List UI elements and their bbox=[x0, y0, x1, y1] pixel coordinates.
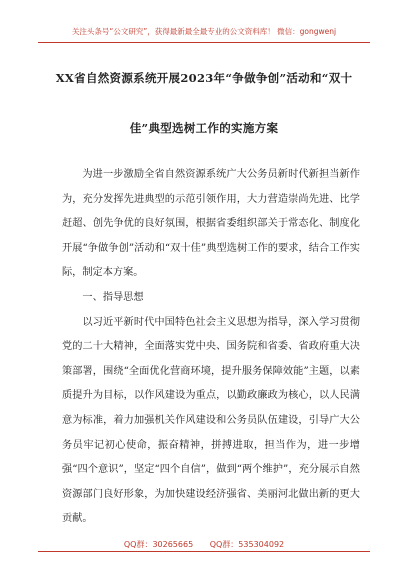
footer-contacts bbox=[0, 539, 408, 550]
document-body bbox=[62, 163, 360, 532]
header-divider bbox=[38, 42, 370, 43]
footer-qq-group-2: QQ群：535304092 bbox=[209, 540, 285, 549]
document-title-line1: XX省自然资源系统开展2023年“争做争创”活动和“双十 bbox=[55, 71, 353, 85]
section-heading: 一、指导思想 bbox=[82, 291, 144, 303]
paragraph-intro: 为进一步激励全省自然资源系统广大公务员新时代新担当新作为，充分发挥先进典型的示范引领作用，大力营造崇尚先进、比学赶超、创先争优的良好氛围，根据省委组织部关于常态化、制度化开展“争做争创”活动和“双十佳”典型选树工作的要求，结合工作实际，制定本方案。 bbox=[62, 169, 360, 279]
paragraph-guiding-thought: 以习近平新时代中国特色社会主义思想为指导，深入学习贯彻党的二十大精神，全面落实党中央、国务院和省委、省政府重大决策部署，围绕“全面优化营商环境，提升服务保障效能”主题，以素质提升为目标，以作风建设为重点，以勤政廉政为核心，以人民满意为标准，着力加强机关作风建设和公务员队伍建设，引导广大公务员牢记初心使命，振奋精神，拼搏进取，担当作为，进一步增强“四个意识”，坚定“四个自信”，做到“两个维护”，充分展示自然资源部门良好形象，为加快建设经济强省、美丽河北做出新的更大贡献。 bbox=[62, 316, 360, 525]
header-notice: 关注头条号“公文研究”，获得最新最全最专业的公文资料库！ 微信：gongwenj bbox=[71, 27, 337, 36]
document-title-line2: 佳”典型选树工作的实施方案 bbox=[129, 121, 279, 135]
footer-qq-group-1: QQ群：30265665 bbox=[123, 540, 194, 549]
footer-divider bbox=[38, 551, 370, 552]
